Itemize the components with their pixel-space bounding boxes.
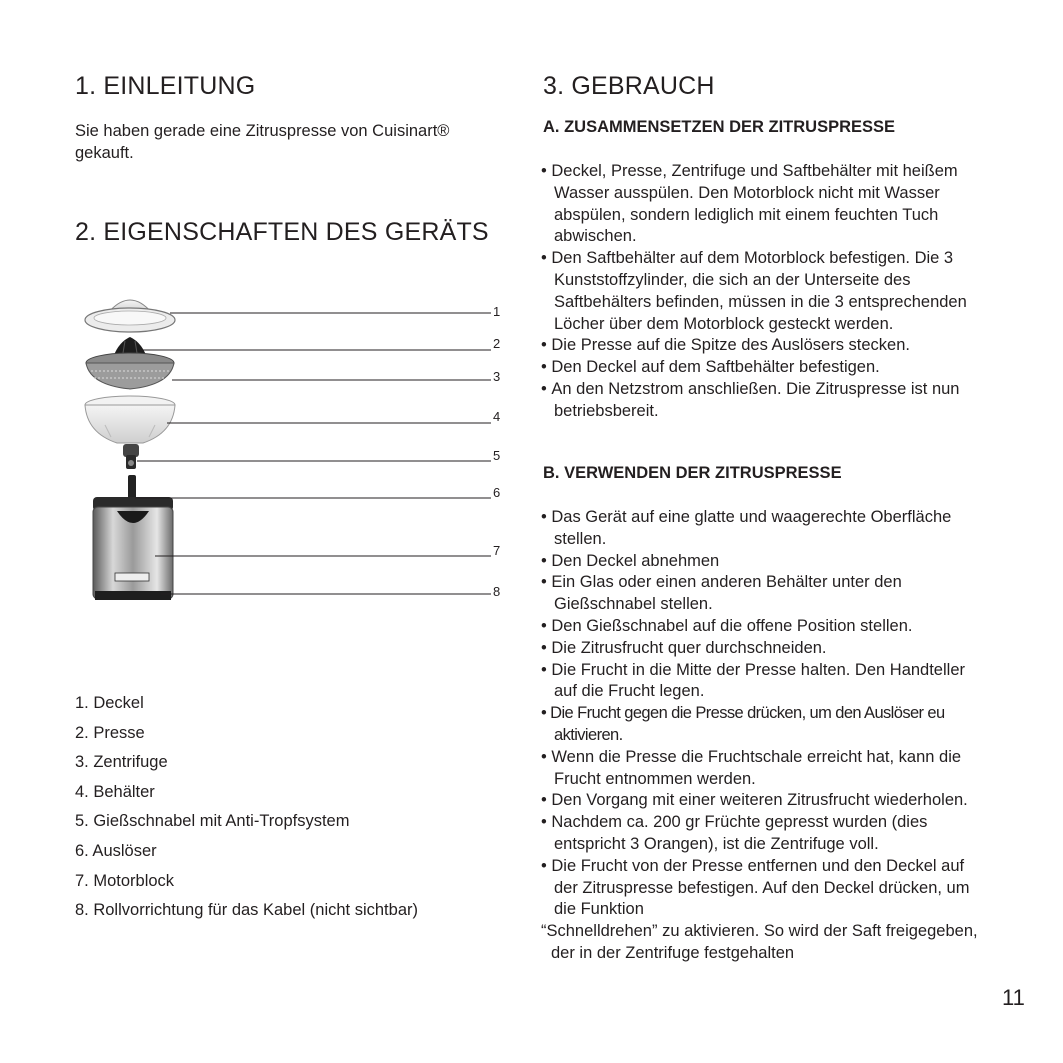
- callout-number-3: 3: [493, 369, 501, 384]
- section-3-title: 3. GEBRAUCH: [543, 72, 715, 100]
- motor-block-illustration: [93, 475, 173, 600]
- lid-illustration: [85, 300, 175, 332]
- parts-list-item: 3. Zentrifuge: [75, 753, 168, 772]
- parts-list-item: 4. Behälter: [75, 782, 155, 801]
- list-item: • Das Gerät auf eine glatte und waagerechte Oberfläche stellen.: [541, 507, 991, 551]
- assembly-steps-list: [541, 161, 991, 423]
- subsection-a-title: A. ZUSAMMENSETZEN DER ZITRUSPRESSE: [543, 118, 896, 136]
- container-illustration: [85, 396, 175, 443]
- list-item: • Die Frucht von der Presse entfernen und den Deckel auf der Zitruspresse befestigen. Auf den Deckel drücken, um die Funktion: [541, 856, 991, 921]
- list-item: • Die Presse auf die Spitze des Auslösers stecken.: [541, 335, 991, 357]
- page-number: 11: [1002, 985, 1025, 1010]
- callout-number-2: 2: [493, 336, 501, 351]
- callout-number-8: 8: [493, 584, 501, 599]
- list-item: • Nachdem ca. 200 gr Früchte gepresst wurden (dies entspricht 3 Orangen), ist die Zentrifuge voll.: [541, 812, 991, 856]
- list-item: • Deckel, Presse, Zentrifuge und Saftbehälter mit heißem Wasser ausspülen. Den Motorblock nicht mit Wasser abspülen, sondern lediglich mit einem feuchten Tuch abwischen.: [541, 161, 991, 248]
- parts-list-item: 5. Gießschnabel mit Anti-Tropfsystem: [75, 812, 350, 831]
- list-item: • Ein Glas oder einen anderen Behälter unter den Gießschnabel stellen.: [541, 572, 991, 616]
- callout-number-5: 5: [493, 448, 501, 463]
- centrifuge-illustration: [86, 353, 174, 389]
- parts-list-item: 2. Presse: [75, 723, 145, 742]
- parts-list: [75, 690, 418, 927]
- list-item-continuation: “Schnelldrehen” zu aktivieren. So wird der Saft freigegeben, der in der Zentrifuge festgehalten: [541, 922, 978, 962]
- list-item: • Den Vorgang mit einer weiteren Zitrusfrucht wiederholen.: [541, 790, 991, 812]
- subsection-b-title: B. VERWENDEN DER ZITRUSPRESSE: [543, 464, 842, 482]
- list-item: • Wenn die Presse die Fruchtschale erreicht hat, kann die Frucht entnommen werden.: [541, 747, 991, 791]
- list-item: • Die Frucht gegen die Presse drücken, um den Auslöser eu aktivieren.: [541, 703, 991, 747]
- callout-number-7: 7: [493, 543, 501, 558]
- intro-text: Sie haben gerade eine Zitruspresse von Cuisinart® gekauft.: [75, 122, 450, 162]
- parts-list-item: 7. Motorblock: [75, 871, 175, 890]
- spout-illustration: [123, 444, 139, 469]
- callout-number-6: 6: [493, 485, 501, 500]
- list-item: • Den Gießschnabel auf die offene Position stellen.: [541, 616, 991, 638]
- parts-list-item: 1. Deckel: [75, 694, 144, 712]
- parts-list-item: 8. Rollvorrichtung für das Kabel (nicht sichtbar): [75, 901, 418, 920]
- section-2-title: 2. EIGENSCHAFTEN DES GERÄTS: [75, 218, 489, 246]
- list-item: • Den Saftbehälter auf dem Motorblock befestigen. Die 3 Kunststoffzylinder, die sich an der Unterseite des Saftbehälters befinden, müssen in die 3 entsprechenden Löcher über dem Motorblock gesteckt werden.: [541, 248, 991, 335]
- list-item: • Den Deckel abnehmen: [541, 551, 991, 573]
- usage-steps-list: [541, 507, 991, 965]
- list-item: • An den Netzstrom anschließen. Die Zitruspresse ist nun betriebsbereit.: [541, 379, 991, 423]
- callout-number-1: 1: [493, 304, 501, 319]
- list-item: • Die Frucht in die Mitte der Presse halten. Den Handteller auf die Frucht legen.: [541, 660, 991, 704]
- callout-number-4: 4: [493, 409, 501, 424]
- parts-list-item: 6. Auslöser: [75, 841, 157, 860]
- list-item: • Die Zitrusfrucht quer durchschneiden.: [541, 638, 991, 660]
- juicer-exploded-diagram: [75, 285, 505, 615]
- callout-lines: [135, 313, 491, 594]
- list-item: • Den Deckel auf dem Saftbehälter befestigen.: [541, 357, 991, 379]
- section-1-title: 1. EINLEITUNG: [75, 72, 256, 100]
